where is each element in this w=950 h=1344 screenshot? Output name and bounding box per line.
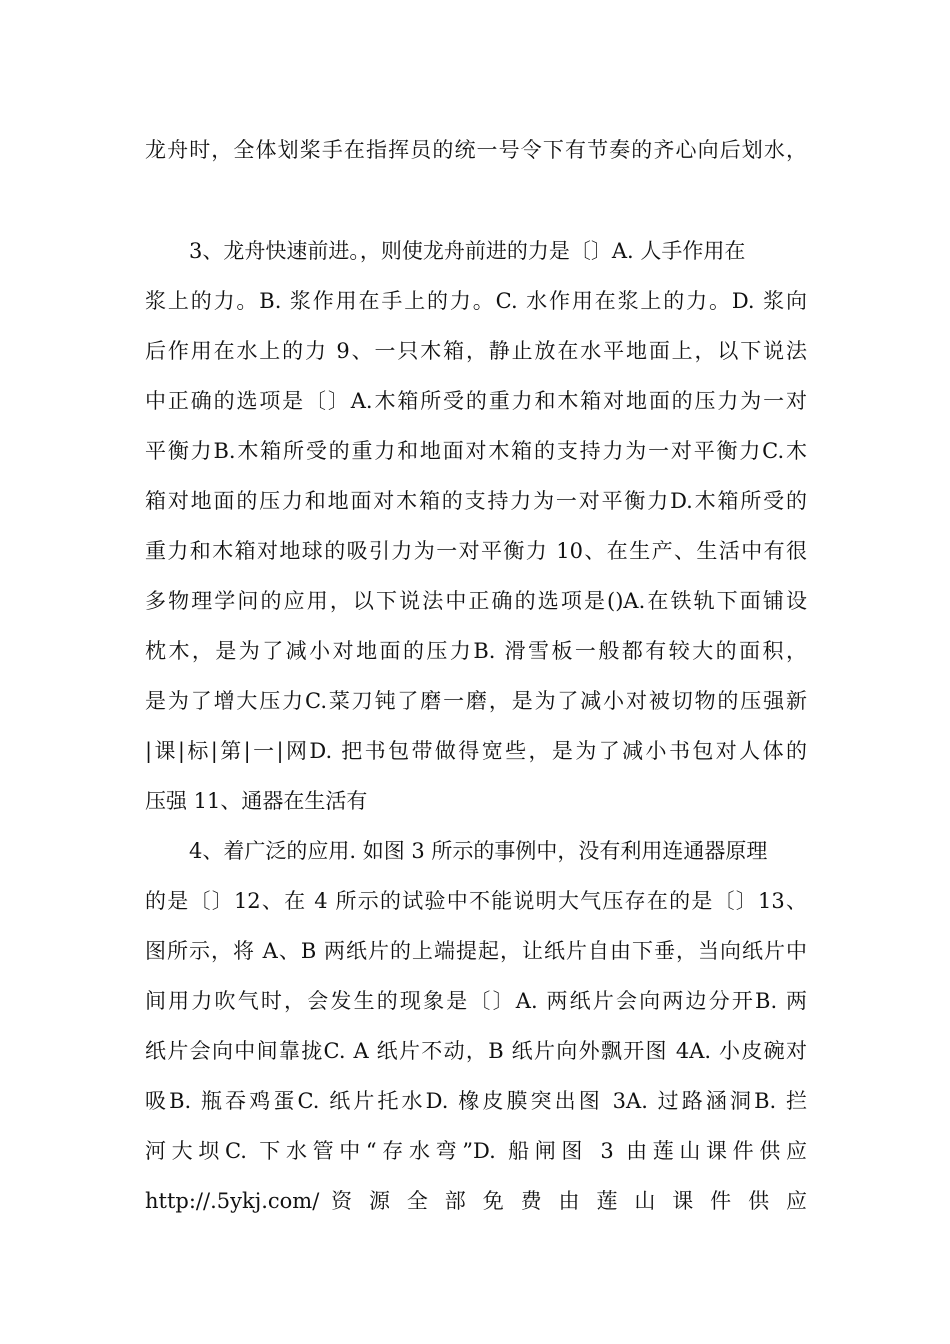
paragraph-line-6: 平衡力B.木箱所受的重力和地面对木箱的支持力为一对平衡力C.木	[145, 439, 807, 463]
paragraph-line-18: 纸片会向中间靠拢C. A 纸片不动，B 纸片向外飘开图 4A. 小皮碗对	[145, 1039, 807, 1063]
paragraph-line-4: 后作用在水上的力 9、一只木箱，静止放在水平地面上，以下说法	[145, 339, 807, 363]
paragraph-line-14: 4、着广泛的应用. 如图 3 所示的事例中，没有利用连通器原理	[189, 839, 768, 863]
paragraph-line-8: 重力和木箱对地球的吸引力为一对平衡力 10、在生产、生活中有很	[145, 539, 807, 563]
paragraph-line-11: 是为了增大压力C.菜刀钝了磨一磨，是为了减小对被切物的压强新	[145, 689, 807, 713]
paragraph-line-16: 图所示，将 A、B 两纸片的上端提起，让纸片自由下垂，当向纸片中	[145, 939, 807, 963]
paragraph-line-1: 龙舟时，全体划桨手在指挥员的统一号令下有节奏的齐心向后划水，	[145, 138, 807, 162]
paragraph-line-9: 多物理学问的应用，以下说法中正确的选项是()A.在铁轨下面铺设	[145, 589, 807, 613]
paragraph-line-5: 中正确的选项是〔〕A.木箱所受的重力和木箱对地面的压力为一对	[145, 389, 807, 413]
paragraph-line-20: 河大坝C. 下水管中“存水弯”D. 船闸图 3 由莲山课件供应	[145, 1139, 807, 1163]
paragraph-line-15: 的是〔〕12、在 4 所示的试验中不能说明大气压存在的是〔〕13、	[145, 889, 807, 913]
paragraph-line-13: 压强 11、通器在生活有	[145, 789, 368, 813]
paragraph-line-17: 间用力吹气时，会发生的现象是〔〕A. 两纸片会向两边分开B. 两	[145, 989, 807, 1013]
paragraph-line-2: 3、龙舟快速前进。，则使龙舟前进的力是〔〕A. 人手作用在	[189, 239, 746, 263]
paragraph-line-21: http://.5ykj.com/ 资 源 全 部 免 费 由 莲 山 课 件 供 应	[145, 1189, 807, 1213]
paragraph-line-10: 枕木，是为了减小对地面的压力B. 滑雪板一般都有较大的面积，	[145, 639, 807, 663]
paragraph-line-12: |课|标|第|一|网D. 把书包带做得宽些，是为了减小书包对人体的	[145, 739, 807, 763]
paragraph-line-7: 箱对地面的压力和地面对木箱的支持力为一对平衡力D.木箱所受的	[145, 489, 807, 513]
paragraph-line-3: 浆上的力。B. 浆作用在手上的力。C. 水作用在浆上的力。D. 浆向	[145, 289, 807, 313]
paragraph-line-19: 吸B. 瓶吞鸡蛋C. 纸片托水D. 橡皮膜突出图 3A. 过路涵洞B. 拦	[145, 1089, 807, 1113]
